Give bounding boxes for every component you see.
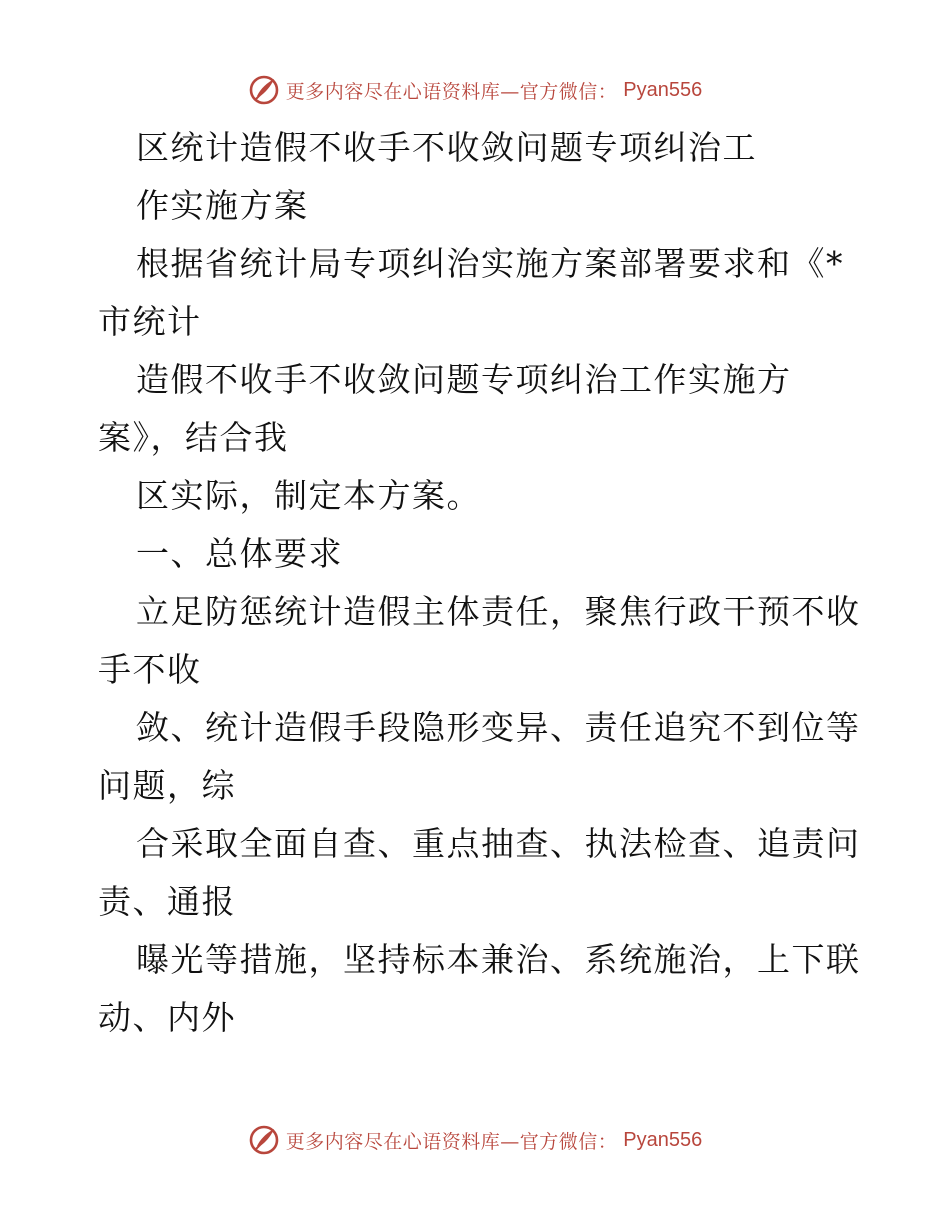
watermark-header [0, 70, 950, 110]
watermark-wechat-id: Pyan556 [623, 1128, 703, 1151]
quill-logo-icon [248, 1124, 280, 1156]
paragraph-line: 责、通报 [98, 882, 236, 921]
paragraph-line: 手不收 [98, 650, 202, 689]
paragraph-line: 合采取全面自查、重点抽查、执法检查、追责问 [136, 824, 861, 863]
title-line-2: 作实施方案 [136, 186, 309, 225]
paragraph-line: 市统计 [98, 302, 202, 341]
paragraph-line: 敛、统计造假手段隐形变异、责任追究不到位等 [136, 708, 861, 747]
watermark-text: 更多内容尽在心语资料库—官方微信： [285, 80, 618, 103]
paragraph-line: 问题，综 [98, 766, 236, 805]
paragraph-line: 动、内外 [98, 998, 236, 1037]
watermark-wechat-id: Pyan556 [623, 78, 703, 101]
paragraph-line: 造假不收手不收敛问题专项纠治工作实施方 [136, 360, 792, 399]
paragraph-line: 案》，结合我 [98, 418, 289, 457]
paragraph-line: 曝光等措施，坚持标本兼治、系统施治，上下联 [136, 940, 861, 979]
section-heading: 一、总体要求 [136, 534, 343, 573]
quill-logo-icon [248, 74, 280, 106]
paragraph-line: 根据省统计局专项纠治实施方案部署要求和《* [136, 244, 844, 283]
paragraph-line: 立足防惩统计造假主体责任，聚焦行政干预不收 [136, 592, 861, 631]
title-line-1: 区统计造假不收手不收敛问题专项纠治工 [136, 128, 757, 167]
paragraph-line: 区实际，制定本方案。 [136, 476, 481, 515]
watermark-footer [0, 1120, 950, 1160]
watermark-text: 更多内容尽在心语资料库—官方微信： [285, 1130, 618, 1153]
document-body [98, 122, 861, 1050]
